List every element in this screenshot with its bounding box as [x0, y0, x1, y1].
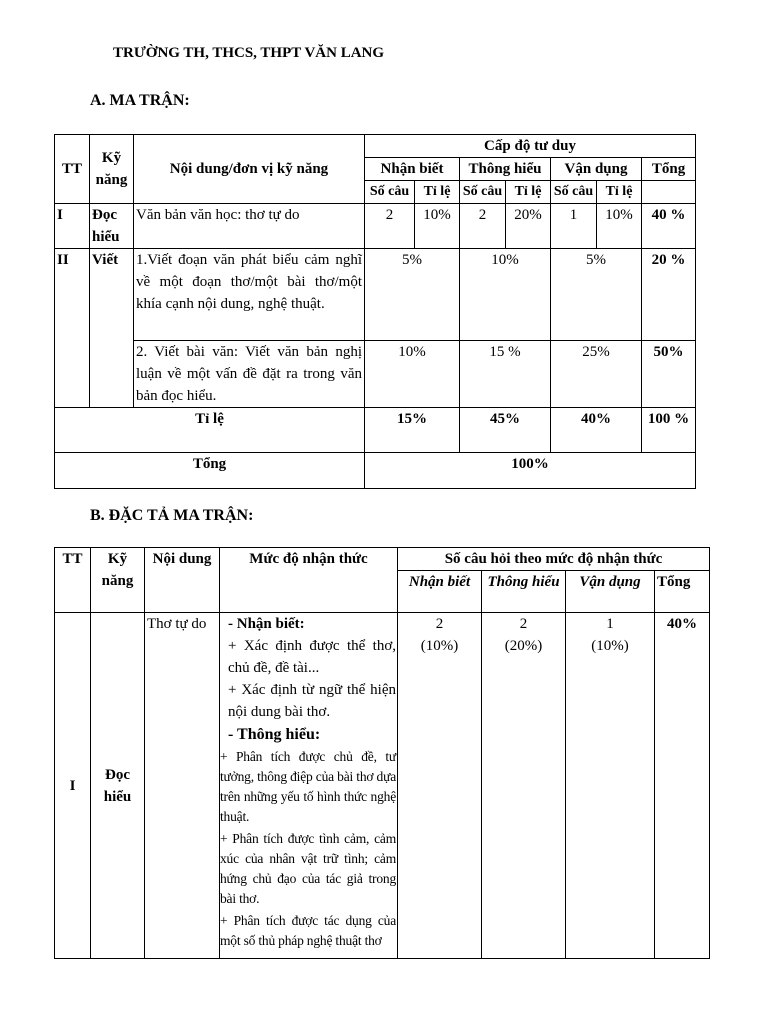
matrix-row3-content: 2. Viết bài văn: Viết văn bản nghị luận về một vấn đề đặt ra trong văn bản đọc hiểu.: [134, 341, 365, 408]
matrix-header-ratio: Tỉ lệ: [506, 181, 551, 204]
matrix-header-empty: [642, 181, 696, 204]
spec-header-content: Nội dung: [145, 548, 220, 613]
matrix-row3-rec: 10%: [365, 341, 460, 408]
spec-header-skill: Kỹ năng: [91, 548, 145, 613]
matrix-ratio-app: 40%: [551, 408, 642, 453]
matrix-row1-total: 40 %: [642, 204, 696, 249]
matrix-header-content: Nội dung/đơn vị kỹ năng: [134, 135, 365, 204]
matrix-table: [54, 134, 696, 489]
matrix-total-label: Tổng: [55, 453, 365, 489]
matrix-ratio-label: Tỉ lệ: [55, 408, 365, 453]
matrix-row1-skill: Đọc hiểu: [90, 204, 134, 249]
matrix-row1-rec-ratio: 10%: [415, 204, 460, 249]
spec-rec-item: + Xác định từ ngữ thể hiện nội dung bài thơ.: [228, 682, 396, 720]
matrix-row1-rec-count: 2: [365, 204, 415, 249]
spec-row1-tt: I: [55, 613, 91, 959]
matrix-row1-und-count: 2: [460, 204, 506, 249]
matrix-header-skill: Kỹ năng: [90, 135, 134, 204]
matrix-header-count: Số câu: [551, 181, 597, 204]
spec-rec-item: + Xác định được thể thơ, chủ đề, đề tài...: [228, 638, 396, 676]
matrix-header-total: Tổng: [642, 158, 696, 181]
spec-und-item: + Phân tích được tình cảm, cảm xúc của nhân vật trữ tình; cảm hứng chủ đạo của tác giả trong bài thơ.: [220, 831, 396, 906]
matrix-row3-und: 15 %: [460, 341, 551, 408]
spec-row1-und: [482, 613, 566, 959]
matrix-row1-app-ratio: 10%: [597, 204, 642, 249]
spec-row1-total: 40%: [655, 613, 710, 959]
spec-app-count: 1: [606, 616, 614, 632]
spec-rec-pct: (10%): [420, 638, 459, 654]
spec-row1-skill: Đọc hiểu: [91, 613, 145, 959]
matrix-row1-content: Văn bản văn học: thơ tự do: [134, 204, 365, 249]
matrix-row1-und-ratio: 20%: [506, 204, 551, 249]
matrix-row2-total: 20 %: [642, 249, 696, 341]
matrix-row2-rec: 5%: [365, 249, 460, 341]
spec-header-level: Mức độ nhận thức: [220, 548, 398, 613]
matrix-header-recognize: Nhận biết: [365, 158, 460, 181]
spec-header-apply: Vận dụng: [566, 571, 655, 613]
spec-row1-rec: [398, 613, 482, 959]
spec-rec-count: 2: [435, 616, 444, 632]
matrix-header-count: Số câu: [460, 181, 506, 204]
matrix-header-count: Số câu: [365, 181, 415, 204]
matrix-row1-tt: I: [55, 204, 90, 249]
spec-und-heading: - Thông hiểu:: [228, 726, 321, 743]
spec-header-tt: TT: [55, 548, 91, 613]
spec-row1-content: Thơ tự do: [145, 613, 220, 959]
matrix-row2-tt: II: [55, 249, 90, 408]
matrix-row1-app-count: 1: [551, 204, 597, 249]
matrix-row2-content: 1.Viết đoạn văn phát biểu cảm nghĩ về một đoạn thơ/một bài thơ/một khía cạnh nội dung, nghệ thuật.: [134, 249, 365, 341]
matrix-header-ratio: Tỉ lệ: [415, 181, 460, 204]
spec-rec-heading: - Nhận biết:: [228, 616, 305, 632]
spec-und-pct: (20%): [504, 638, 543, 654]
spec-und-item: + Phân tích được chủ đề, tư tưởng, thông điệp của bài thơ dựa trên những yếu tố hình thức nghệ thuật.: [220, 749, 396, 824]
spec-app-pct: (10%): [591, 638, 629, 654]
spec-row1-levels: [220, 613, 398, 959]
matrix-ratio-und: 45%: [460, 408, 551, 453]
matrix-row3-app: 25%: [551, 341, 642, 408]
matrix-header-ratio: Tỉ lệ: [597, 181, 642, 204]
matrix-header-apply: Vận dụng: [551, 158, 642, 181]
matrix-ratio-rec: 15%: [365, 408, 460, 453]
spec-row1-app: [566, 613, 655, 959]
section-b-title: B. ĐẶC TẢ MA TRẬN:: [90, 507, 254, 524]
matrix-header-tt: TT: [55, 135, 90, 204]
matrix-header-understand: Thông hiểu: [460, 158, 551, 181]
matrix-row2-app: 5%: [551, 249, 642, 341]
spec-und-item: + Phân tích được tác dụng của một số thủ pháp nghệ thuật thơ: [220, 913, 396, 948]
spec-header-total: Tổng: [655, 571, 710, 613]
matrix-ratio-total: 100 %: [642, 408, 696, 453]
spec-header-questions: Số câu hỏi theo mức độ nhận thức: [398, 548, 710, 571]
matrix-total-value: 100%: [365, 453, 696, 489]
matrix-row3-total: 50%: [642, 341, 696, 408]
spec-header-recognize: Nhận biết: [398, 571, 482, 613]
matrix-header-level: Cấp độ tư duy: [365, 135, 696, 158]
spec-table: [54, 547, 710, 959]
matrix-row2-skill: Viết: [90, 249, 134, 408]
spec-und-count: 2: [519, 616, 528, 632]
school-name: TRƯỜNG TH, THCS, THPT VĂN LANG: [113, 45, 385, 61]
spec-header-understand: Thông hiểu: [482, 571, 566, 613]
section-a-title: A. MA TRẬN:: [90, 92, 190, 109]
matrix-row2-und: 10%: [460, 249, 551, 341]
